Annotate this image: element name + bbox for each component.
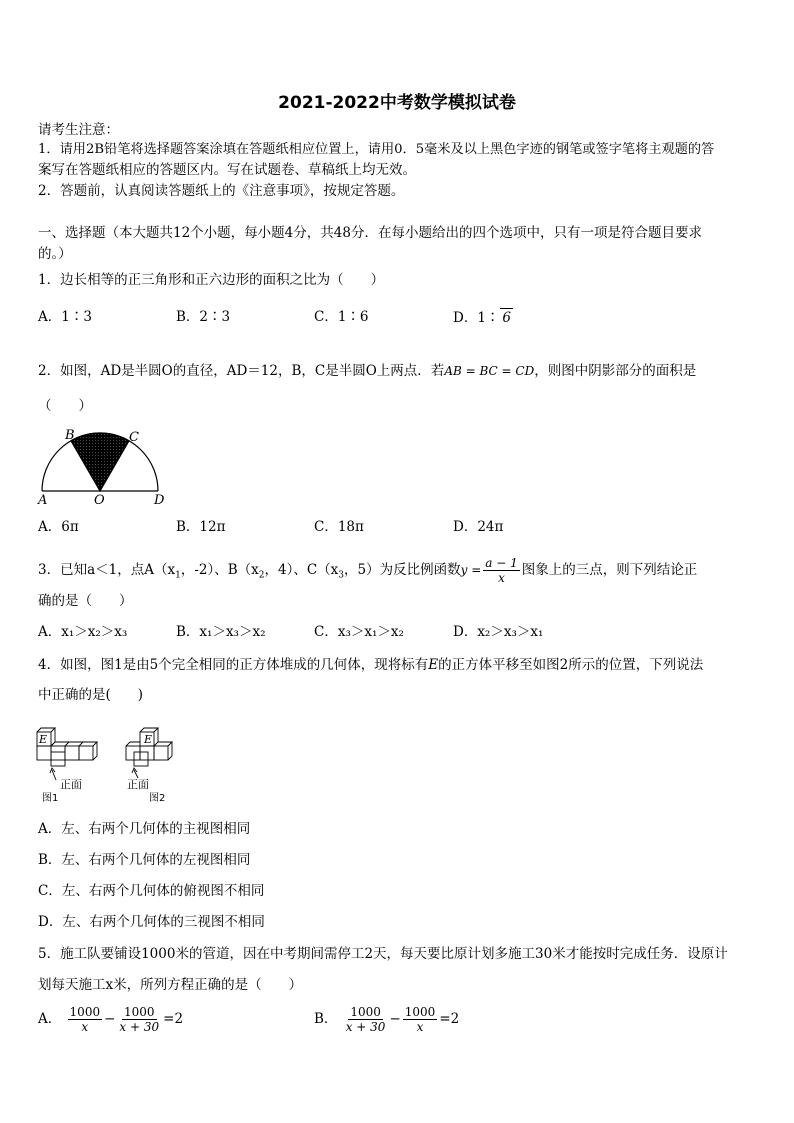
q2-stem xyxy=(38,362,696,380)
q3-func-numerator: a − 1 xyxy=(485,556,518,570)
q2-paren: （ ） xyxy=(38,398,92,414)
q5-option-a: A． $\frac{1000}{x}$ − $\frac{1000}{x + 30}$ =2 xyxy=(38,1005,184,1034)
q3-option-a: A．x₁＞x₂＞x₃ xyxy=(38,624,128,640)
q2-option-c: C．18π xyxy=(314,519,364,535)
q1-stem: 1．边长相等的正三角形和正六边形的面积之比为（ ） xyxy=(38,272,385,288)
label-d: D xyxy=(154,493,165,508)
figure-2-label-e: E xyxy=(144,733,153,746)
q5-b-den-2: x xyxy=(416,1020,424,1034)
notice-line-3: 2．答题前，认真阅读答题纸上的《注意事项》，按规定答题。 xyxy=(38,183,405,199)
q3-sub-3: 3 xyxy=(338,570,345,581)
q5-a-num-1: 1000 xyxy=(69,1005,101,1019)
q3-sub-1: 1 xyxy=(175,570,181,581)
q4-cubes-figure xyxy=(34,716,194,804)
q2-option-b: B．12π xyxy=(176,519,226,535)
q1-option-d xyxy=(453,308,513,327)
label-c: C xyxy=(129,430,139,445)
q5-option-b-fraction-2 xyxy=(403,1005,438,1034)
q5-option-a-fraction-1 xyxy=(68,1005,103,1034)
q5-option-b: B． $\frac{1000}{x + 30}$ − $\frac{1000}{x}$ =2 xyxy=(314,1005,460,1034)
notice-line-1: 1．请用2B铅笔将选择题答案涂填在答题纸相应位置上，请用0．5毫米及以上黑色字迹的钢笔或签字笔将主观题的答 xyxy=(38,142,715,157)
q2-stem-part-b: ，则图中阴影部分的面积是 xyxy=(534,363,697,379)
q5-stem-line-1: 5．施工队要铺设1000米的管道，因在中考期间需停工2天，每天要比原计划多施工30米才能按时完成任务．设原计 xyxy=(38,946,728,962)
q1-option-d-label: D．1∶ xyxy=(453,310,500,326)
q4-stem-a: 4．如图，图1是由5个完全相同的正方体堆成的几何体，现将标有 xyxy=(38,657,429,673)
label-a: A xyxy=(38,493,48,508)
q4-stem-e: E xyxy=(428,657,439,673)
q5-b-rhs: =2 xyxy=(439,1011,460,1027)
section-heading-line-2: 的。） xyxy=(38,246,72,262)
q2-stem-part-a: 2．如图，AD是半圆O的直径，AD＝12，B，C是半圆O上两点．若 xyxy=(38,363,445,379)
figure-1-caption: 图1 xyxy=(42,793,59,804)
q1-option-b: B．2∶3 xyxy=(176,309,231,325)
q4-option-d: D．左、右两个几何体的三视图不相同 xyxy=(38,914,265,930)
page-title: 2021-2022中考数学模拟试卷 xyxy=(278,93,516,113)
q4-option-c: C．左、右两个几何体的俯视图不相同 xyxy=(38,883,265,899)
q3-option-b: B．x₁＞x₃＞x₂ xyxy=(176,624,266,640)
q2-option-a: A．6π xyxy=(38,519,79,535)
q5-stem-line-2: 划每天施工x米，所列方程正确的是（ ） xyxy=(38,977,303,993)
q5-b-num-2: 1000 xyxy=(404,1005,436,1019)
q3-stem-c: ，4）、C（x xyxy=(264,562,339,578)
sqrt-value: 6 xyxy=(502,310,512,326)
q5-option-b-fraction-1 xyxy=(344,1005,388,1034)
figure-2-caption: 图2 xyxy=(149,793,166,804)
figure-1-label-e: E xyxy=(39,733,48,746)
q5-b-den-1: x + 30 xyxy=(345,1020,386,1034)
figure-2-front-label: 正面 xyxy=(127,778,149,791)
shaded-sector xyxy=(71,433,129,491)
q5-a-rhs: =2 xyxy=(163,1011,184,1027)
q5-option-b-label: B． xyxy=(314,1011,338,1027)
q5-a-den-1: x xyxy=(81,1020,89,1034)
q5-a-num-2: 1000 xyxy=(124,1005,155,1019)
arc-relation: AB = BC = CD xyxy=(444,364,535,378)
q4-stem-line-2: 中正确的是( ) xyxy=(38,687,144,703)
q4-option-a: A．左、右两个几何体的主视图相同 xyxy=(38,821,251,837)
q3-func-denominator: x xyxy=(498,571,505,585)
q4-stem xyxy=(38,656,703,674)
q2-semicircle-figure xyxy=(34,424,174,508)
q3-stem-e: 图象上的三点，则下列结论正 xyxy=(521,562,698,578)
q1-option-c: C．1∶6 xyxy=(314,309,369,325)
notice-heading: 请考生注意： xyxy=(38,122,119,138)
label-o: O xyxy=(94,493,105,508)
section-heading-line-1: 一、选择题（本大题共12个小题，每小题4分，共48分．在每小题给出的四个选项中，只有一项是符合题目要求 xyxy=(38,225,702,241)
q5-option-a-label: A． xyxy=(38,1011,62,1027)
q5-option-a-fraction-2 xyxy=(117,1005,161,1034)
notice-line-2: 案写在答题纸相应的答题区内。写在试题卷、草稿纸上均无效。 xyxy=(38,162,416,178)
q3-sub-2: 2 xyxy=(258,570,265,581)
q4-option-b: B．左、右两个几何体的左视图相同 xyxy=(38,852,251,868)
q4-stem-b: 的正方体平移至如图2所示的位置，下列说法 xyxy=(438,657,704,673)
q3-stem-line-2: 确的是（ ） xyxy=(38,593,133,609)
q3-func-lhs: y = xyxy=(460,563,482,577)
q3-func-fraction xyxy=(483,556,519,585)
q3-stem-b: ，-2）、B（x xyxy=(180,562,259,578)
q3-stem xyxy=(38,556,697,586)
figure-1-front-label: 正面 xyxy=(60,778,82,791)
q5-a-den-2: x + 30 xyxy=(119,1020,160,1034)
q5-b-num-1: 1000 xyxy=(350,1005,381,1019)
q1-option-a: A．1∶3 xyxy=(38,309,92,325)
q3-stem-a: 3．已知a＜1，点A（x xyxy=(38,562,176,578)
q3-option-d: D．x₂＞x₃＞x₁ xyxy=(453,624,544,640)
label-b: B xyxy=(65,428,75,443)
q3-stem-d: ，5）为反比例函数 xyxy=(344,562,461,578)
q3-option-c: C．x₃＞x₁＞x₂ xyxy=(314,624,404,640)
q2-option-d: D．24π xyxy=(453,519,504,535)
